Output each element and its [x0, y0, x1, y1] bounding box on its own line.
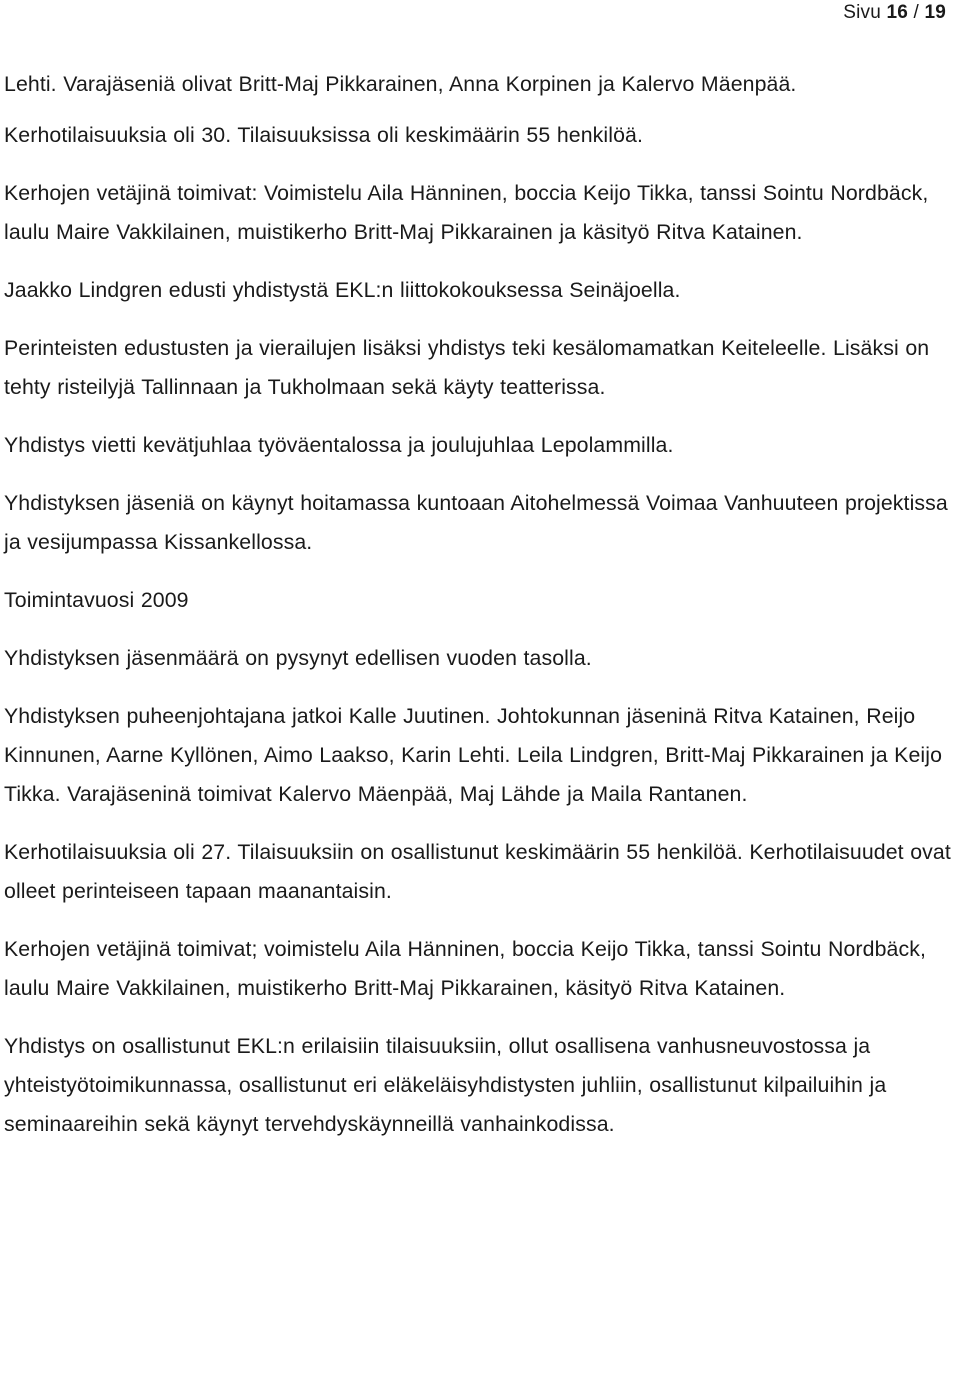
paragraph-board-deputies: Lehti. Varajäseniä olivat Britt-Maj Pikkarainen, Anna Korpinen ja Kalervo Mäenpää. — [4, 72, 797, 96]
section-heading-2009: Toimintavuosi 2009 — [4, 588, 189, 612]
page-current: 16 — [886, 2, 908, 23]
paragraph-membership: Yhdistyksen jäsenmäärä on pysynyt edellisen vuoden tasolla. — [4, 646, 592, 670]
paragraph-club-leaders-2009: Kerhojen vetäjinä toimivat; voimistelu Aila Hänninen, boccia Keijo Tikka, tanssi Sointu Nordbäck, laulu Maire Vakkilainen, muistikerho Britt-Maj Pikkarainen, käsityö Ritva Katainen. — [4, 937, 926, 1000]
paragraph-trips: Perinteisten edustusten ja vierailujen lisäksi yhdistys teki kesälomamatkan Keiteleelle. Lisäksi on tehty risteilyjä Tallinnaan ja Tukholmaan sekä käyty teatterissa. — [4, 336, 930, 399]
paragraph-federation-meeting: Jaakko Lindgren edusti yhdistystä EKL:n liittokokouksessa Seinäjoella. — [4, 278, 681, 302]
page-total: 19 — [924, 2, 946, 23]
paragraph-fitness: Yhdistyksen jäseniä on käynyt hoitamassa kuntoaan Aitohelmessä Voimaa Vanhuuteen projektissa ja vesijumpassa Kissankellossa. — [4, 491, 948, 554]
paragraph-club-events-2008: Kerhotilaisuuksia oli 30. Tilaisuuksissa oli keskimäärin 55 henkilöä. — [4, 123, 643, 147]
paragraph-celebrations: Yhdistys vietti kevätjuhlaa työväentalossa ja joulujuhlaa Lepolammilla. — [4, 433, 674, 457]
page-separator: / — [913, 2, 919, 23]
page-number — [843, 2, 946, 24]
paragraph-board-2009: Yhdistyksen puheenjohtajana jatkoi Kalle Juutinen. Johtokunnan jäseninä Ritva Katainen, Reijo Kinnunen, Aarne Kyllönen, Aimo Laakso, Karin Lehti. Leila Lindgren, Britt-Maj Pikkarainen ja Keijo Tikka. Varajäseninä toimivat Kalervo Mäenpää, Maj Lähde ja Maila Rantanen. — [4, 704, 943, 806]
paragraph-club-leaders-2008: Kerhojen vetäjinä toimivat: Voimistelu Aila Hänninen, boccia Keijo Tikka, tanssi Sointu Nordbäck, laulu Maire Vakkilainen, muistikerho Britt-Maj Pikkarainen ja käsityö Ritva Katainen. — [4, 181, 929, 244]
page-label: Sivu — [843, 2, 881, 23]
document-body — [4, 65, 952, 1163]
paragraph-participation: Yhdistys on osallistunut EKL:n erilaisiin tilaisuuksiin, ollut osallisena vanhusneuvostossa ja yhteistyötoimikunnassa, osallistunut eri eläkeläisyhdistysten juhliin, osallistunut kilpailuihin ja seminaareihin sekä käynyt tervehdyskäynneillä vanhainkodissa. — [4, 1034, 887, 1136]
paragraph-club-events-2009: Kerhotilaisuuksia oli 27. Tilaisuuksiin on osallistunut keskimäärin 55 henkilöä. Kerhotilaisuudet ovat olleet perinteiseen tapaan maanantaisin. — [4, 840, 951, 903]
